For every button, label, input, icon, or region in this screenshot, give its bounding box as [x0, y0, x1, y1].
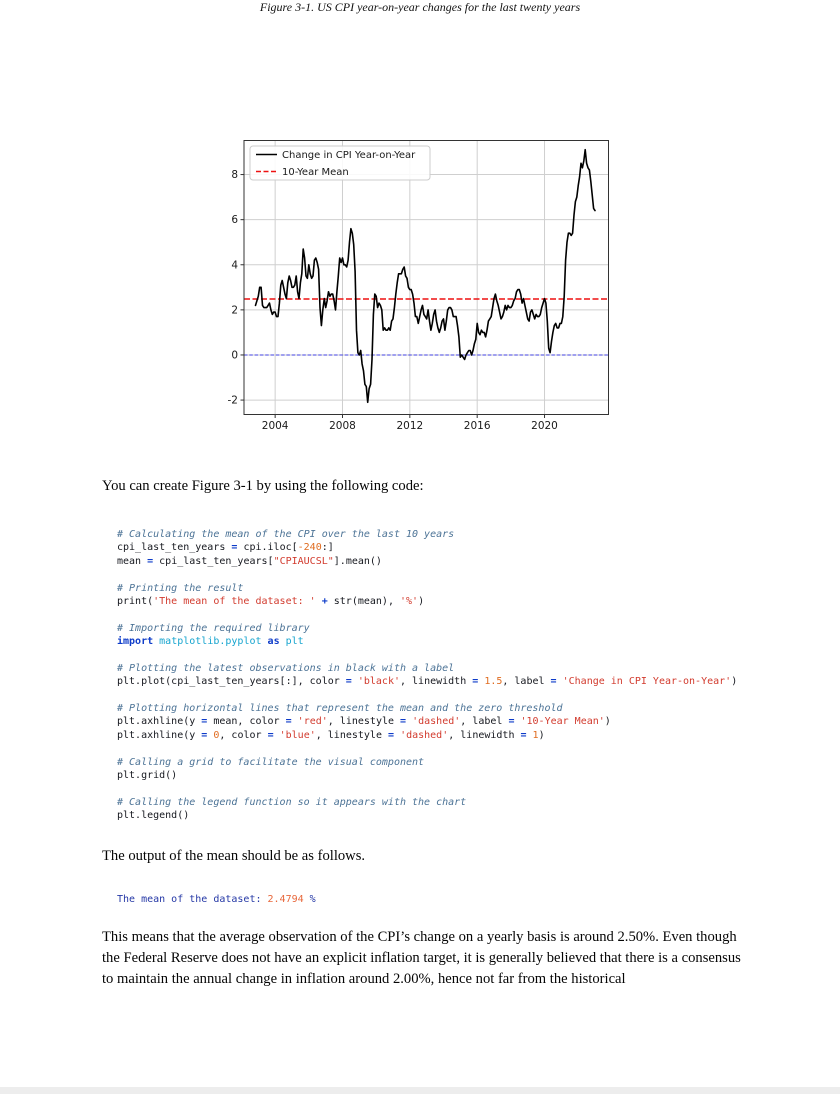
y-tick-label: -2 [227, 394, 238, 407]
closing-paragraph: This means that the average observation of the CPI’s change on a yearly basis is around 2.50%. Even though the Federal Reserve does not have an explicit inflation target, it is generally believed that there is a consensus to maintain the annual change in inflation around 2.00%, hence not far from the historical [102, 929, 741, 987]
intro-paragraph: You can create Figure 3-1 by using the following code: [102, 478, 424, 494]
code-line [117, 742, 737, 755]
cpi-chart-figure [222, 132, 622, 434]
code-block [117, 528, 737, 823]
cpi-chart [222, 132, 622, 434]
y-tick-label: 8 [231, 169, 238, 182]
x-tick-label: 2020 [531, 420, 558, 432]
code-line: import matplotlib.pyplot as plt [117, 636, 304, 648]
code-line: # Plotting horizontal lines that represent the mean and the zero threshold [117, 703, 563, 715]
output-intro-paragraph: The output of the mean should be as follows. [102, 848, 366, 864]
code-line: # Printing the result [117, 582, 244, 594]
y-tick-label: 4 [231, 259, 238, 272]
code-line: plt.axhline(y = 0, color = 'blue', linestyle = 'dashed', linewidth = 1) [117, 729, 545, 741]
legend-label-mean: 10-Year Mean [282, 167, 349, 178]
page-bottom-divider [0, 1087, 840, 1094]
x-tick-label: 2016 [463, 420, 491, 432]
y-tick-label: 2 [231, 304, 238, 317]
code-line: print('The mean of the dataset: ' + str(mean), '%') [117, 595, 425, 607]
y-tick-label: 6 [231, 214, 238, 227]
code-line [117, 689, 737, 702]
code-line [117, 608, 737, 621]
code-line: # Calling a grid to facilitate the visual component [117, 756, 425, 768]
legend-label-cpi: Change in CPI Year-on-Year [282, 150, 416, 161]
x-tick-label: 2004 [261, 420, 289, 432]
code-output-block [117, 893, 316, 906]
code-line [117, 568, 737, 581]
code-line: plt.legend() [117, 810, 190, 822]
x-tick-label: 2012 [396, 420, 424, 432]
code-line: # Importing the required library [117, 622, 310, 634]
code-line: plt.grid() [117, 770, 178, 782]
code-line: # Calculating the mean of the CPI over the last 10 years [117, 529, 455, 540]
code-line: # Plotting the latest observations in black with a label [117, 662, 455, 674]
plot-border [244, 141, 609, 415]
figure-caption: Figure 3-1. US CPI year-on-year changes for the last twenty years [259, 0, 581, 14]
code-line: cpi_last_ten_years = cpi.iloc[-240:] [117, 542, 334, 554]
code-line: plt.plot(cpi_last_ten_years[:], color = 'black', linewidth = 1.5, label = 'Change in CPI Year-on-Year') [117, 676, 738, 688]
code-line: mean = cpi_last_ten_years["CPIAUCSL"].mean() [117, 555, 382, 567]
code-line: # Calling the legend function so it appears with the chart [117, 796, 467, 808]
code-line [117, 782, 737, 795]
code-line [117, 649, 737, 662]
code-line: The mean of the dataset: 2.4794 % [117, 894, 316, 905]
y-tick-label: 0 [231, 349, 238, 362]
x-tick-label: 2008 [329, 420, 356, 432]
code-line: plt.axhline(y = mean, color = 'red', linestyle = 'dashed', label = '10-Year Mean') [117, 716, 611, 728]
